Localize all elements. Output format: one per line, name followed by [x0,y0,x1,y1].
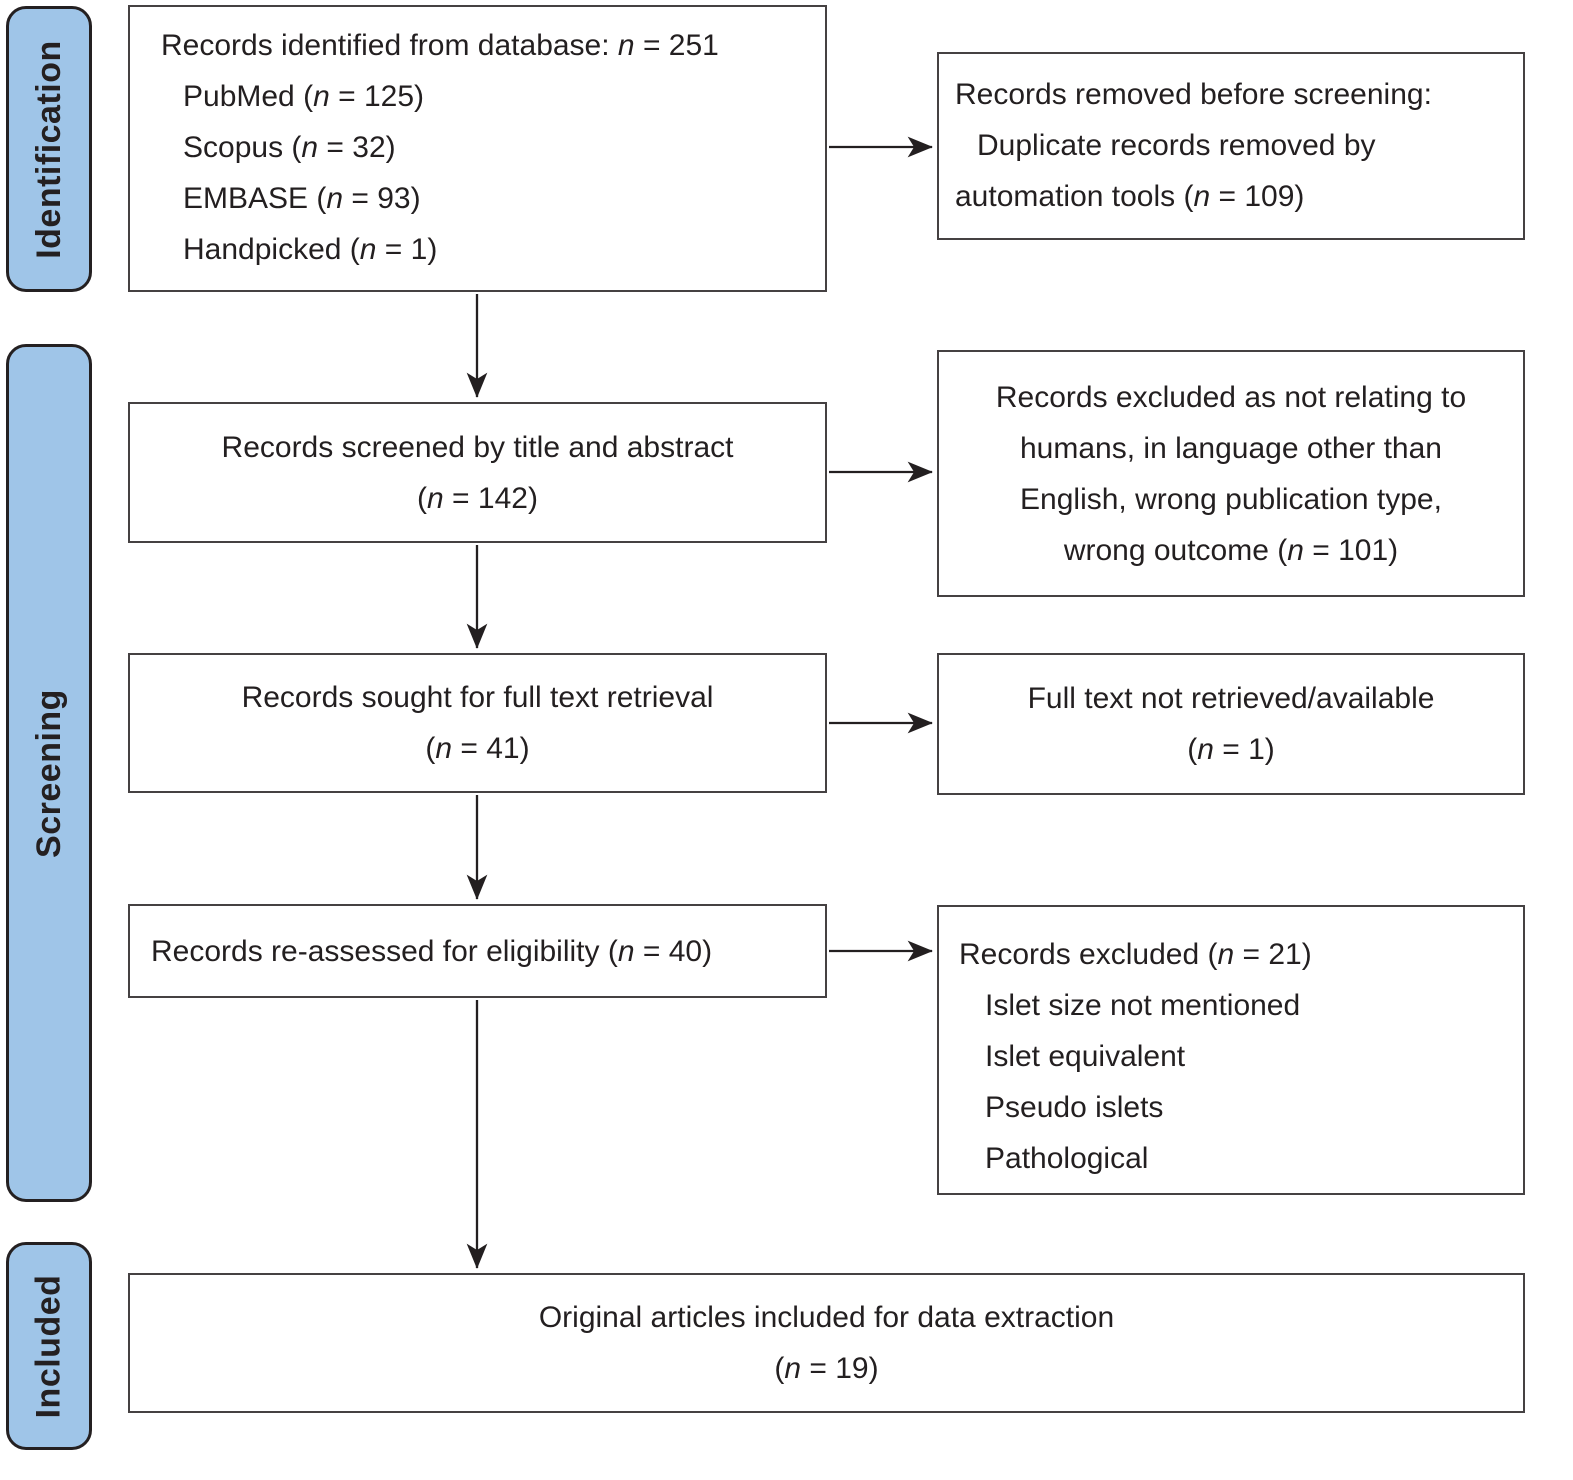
stage-label-screening [6,344,92,1202]
box-line: Records excluded (n = 21) [959,938,1312,971]
box-line: wrong outcome (n = 101) [1063,533,1399,567]
box-line: humans, in language other than [1020,431,1442,465]
stage-label-text: Screening [29,688,68,858]
records-reassessed-box [128,904,827,998]
box-line: English, wrong publication type, [1020,482,1442,516]
fulltext-not-retrieved-box [937,653,1525,795]
stage-label-text: Identification [29,39,68,259]
box-line: (n = 19) [774,1352,879,1385]
stage-label-included [6,1242,92,1450]
box-line: Duplicate records removed by [977,129,1376,162]
box-line: Records sought for full text retrieval [241,681,714,714]
box-line: Pathological [985,1142,1149,1175]
records-identified-box [128,5,827,292]
box-line: Full text not retrieved/available [1027,682,1435,715]
box-line: Records screened by title and abstract [221,430,734,464]
records-excluded-screening-box [937,350,1525,597]
records-screened-box [128,402,827,543]
box-line: Records identified from database: n = 251 [161,29,719,62]
articles-included-box [128,1273,1525,1413]
box-line: PubMed (n = 125) [183,80,424,113]
box-line: EMBASE (n = 93) [183,182,421,215]
box-line: automation tools (n = 109) [955,180,1305,213]
box-line: Islet size not mentioned [985,989,1301,1022]
records-excluded-eligibility-box [937,905,1525,1195]
box-line: Handpicked (n = 1) [183,233,438,266]
stage-label-text: Included [29,1274,68,1418]
box-line: Scopus (n = 32) [183,131,396,164]
box-line: Records re-assessed for eligibility (n = 40) [151,934,713,968]
box-line: Islet equivalent [985,1040,1186,1073]
stage-label-identification [6,6,92,292]
box-line: Original articles included for data extraction [538,1301,1115,1334]
box-line: Records excluded as not relating to [995,380,1467,414]
records-removed-box [937,52,1525,240]
records-sought-fulltext-box [128,653,827,793]
box-line: (n = 1) [1187,733,1275,766]
box-line: (n = 142) [417,481,538,515]
box-line: Pseudo islets [985,1091,1164,1124]
box-line: (n = 41) [425,732,530,765]
box-line: Records removed before screening: [955,78,1432,111]
